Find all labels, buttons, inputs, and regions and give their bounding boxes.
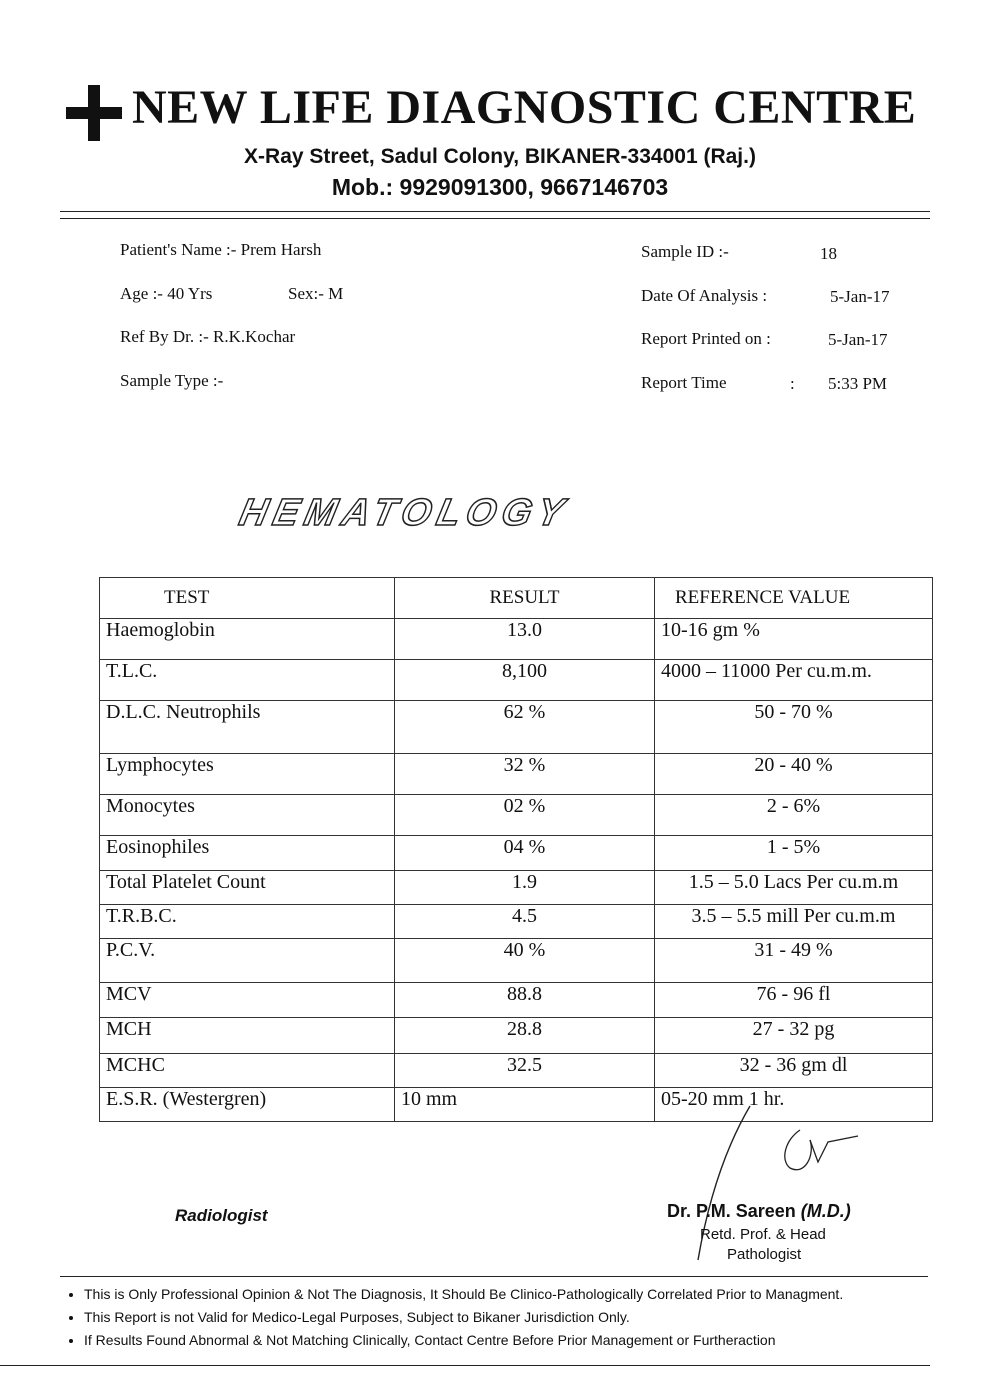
test-name: MCH [100, 1018, 395, 1054]
printed-date-value: 5-Jan-17 [828, 330, 888, 349]
doctor-name [667, 1201, 851, 1222]
table-row [100, 871, 933, 905]
header-reference: REFERENCE VALUE [655, 578, 933, 619]
disclaimer-item: • This is Only Professional Opinion & Not The Diagnosis, It Should Be Clinico-Pathologically Correlated Prior to Managment. [84, 1283, 843, 1306]
table-row [100, 754, 933, 795]
doctor-degree: (M.D.) [800, 1201, 851, 1221]
header-divider [60, 211, 930, 212]
test-name: E.S.R. (Westergren) [100, 1088, 395, 1122]
report-time-value: 5:33 PM [828, 374, 888, 393]
table-row [100, 1054, 933, 1088]
results-table [99, 577, 933, 1122]
centre-mobile: Mob.: 9929091300, 9667146703 [331, 174, 669, 200]
centre-address: X-Ray Street, Sadul Colony, BIKANER-334001 (Raj.) [244, 145, 756, 168]
test-result: 10 mm [395, 1088, 655, 1122]
test-name: P.C.V. [100, 939, 395, 983]
ref-doctor: Ref By Dr. :- R.K.Kochar [120, 327, 296, 346]
sample-id-value: 18 [820, 244, 837, 263]
test-reference: 31 - 49 % [655, 939, 933, 983]
patient-age: Age :- 40 Yrs [120, 284, 213, 303]
table-row [100, 905, 933, 939]
disclaimer-item: • This Report is not Valid for Medico-Legal Purposes, Subject to Bikaner Jurisdiction Only. [84, 1306, 843, 1329]
signature-scribble-icon [690, 1100, 870, 1270]
test-name: Haemoglobin [100, 619, 395, 660]
header-divider [60, 218, 930, 219]
table-row [100, 983, 933, 1018]
test-reference: 3.5 – 5.5 mill Per cu.m.m [655, 905, 933, 939]
test-name: MCHC [100, 1054, 395, 1088]
table-row [100, 1018, 933, 1054]
patient-name: Patient's Name :- Prem Harsh [120, 240, 322, 259]
test-name: MCV [100, 983, 395, 1018]
radiologist-label: Radiologist [175, 1206, 268, 1225]
test-result: 4.5 [395, 905, 655, 939]
table-row [100, 660, 933, 701]
test-reference: 20 - 40 % [655, 754, 933, 795]
doctor-role: Pathologist [727, 1246, 802, 1263]
test-reference: 32 - 36 gm dl [655, 1054, 933, 1088]
disclaimer-item: • If Results Found Abnormal & Not Matching Clinically, Contact Centre Before Prior Management or Furtheraction [84, 1329, 843, 1352]
test-result: 04 % [395, 836, 655, 871]
table-row [100, 836, 933, 871]
test-result: 13.0 [395, 619, 655, 660]
test-name: D.L.C. Neutrophils [100, 701, 395, 754]
doctor-title: Retd. Prof. & Head [700, 1226, 826, 1243]
header-test: TEST [100, 578, 395, 619]
test-result: 40 % [395, 939, 655, 983]
test-reference: 76 - 96 fl [655, 983, 933, 1018]
patient-sex: Sex:- M [288, 284, 344, 303]
test-result: 8,100 [395, 660, 655, 701]
test-reference: 2 - 6% [655, 795, 933, 836]
cross-logo-icon [66, 85, 122, 141]
test-result: 62 % [395, 701, 655, 754]
test-reference: 1 - 5% [655, 836, 933, 871]
table-header-row [100, 578, 933, 619]
sample-id-label: Sample ID :- [641, 242, 729, 261]
test-name: T.R.B.C. [100, 905, 395, 939]
test-result: 32.5 [395, 1054, 655, 1088]
test-result: 02 % [395, 795, 655, 836]
sample-type: Sample Type :- [120, 371, 224, 390]
doctor-name-text: Dr. P.M. Sareen [667, 1201, 796, 1221]
section-title: HEMATOLOGY [235, 492, 574, 534]
test-name: Monocytes [100, 795, 395, 836]
test-reference: 4000 – 11000 Per cu.m.m. [655, 660, 933, 701]
test-name: Total Platelet Count [100, 871, 395, 905]
test-reference: 27 - 32 pg [655, 1018, 933, 1054]
bottom-divider [0, 1365, 930, 1366]
table-row [100, 701, 933, 754]
table-row [100, 619, 933, 660]
centre-name: NEW LIFE DIAGNOSTIC CENTRE [132, 81, 917, 134]
test-reference: 50 - 70 % [655, 701, 933, 754]
test-name: Lymphocytes [100, 754, 395, 795]
test-reference: 05-20 mm 1 hr. [655, 1088, 933, 1122]
header-result: RESULT [395, 578, 655, 619]
table-row [100, 795, 933, 836]
test-result: 1.9 [395, 871, 655, 905]
disclaimer-list [62, 1283, 843, 1352]
test-reference: 10-16 gm % [655, 619, 933, 660]
report-time-colon: : [790, 374, 795, 393]
test-reference: 1.5 – 5.0 Lacs Per cu.m.m [655, 871, 933, 905]
analysis-date-label: Date Of Analysis : [641, 286, 768, 305]
report-time-label: Report Time [641, 373, 727, 392]
test-name: T.L.C. [100, 660, 395, 701]
analysis-date-value: 5-Jan-17 [830, 287, 890, 306]
test-result: 28.8 [395, 1018, 655, 1054]
printed-date-label: Report Printed on : [641, 329, 771, 348]
test-result: 88.8 [395, 983, 655, 1018]
table-row [100, 939, 933, 983]
test-result: 32 % [395, 754, 655, 795]
footer-divider [60, 1276, 928, 1277]
test-name: Eosinophiles [100, 836, 395, 871]
